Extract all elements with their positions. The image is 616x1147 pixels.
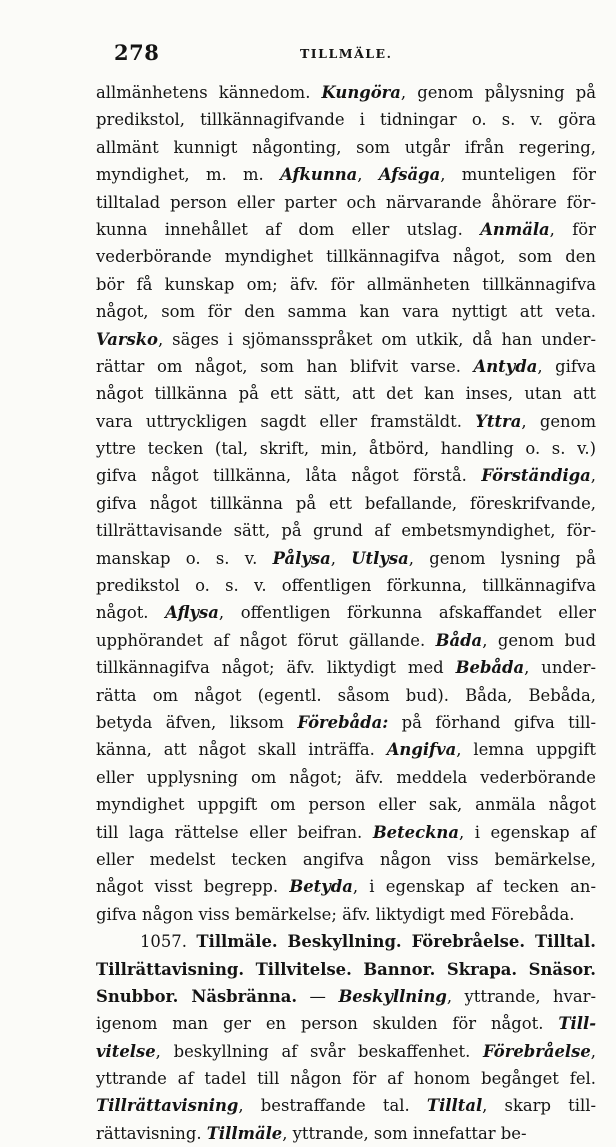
italic-term: Till- bbox=[558, 1014, 596, 1034]
text-line bbox=[96, 572, 596, 599]
text-run: predikstol o. s. v. offentligen förkunna, tillkännagifva bbox=[96, 576, 596, 596]
text-run: , yttrande, som innefattar be- bbox=[282, 1123, 527, 1143]
text-line bbox=[96, 791, 596, 818]
text-line bbox=[96, 956, 596, 983]
text-line bbox=[96, 627, 596, 654]
text-run: , genom pålysning på bbox=[400, 83, 596, 102]
italic-term: Aflysa bbox=[165, 603, 219, 623]
text-run: rättavisning. bbox=[96, 1123, 207, 1143]
bold-heading: Tillmäle. Beskyllning. Förebråelse. Tilltal. bbox=[196, 932, 596, 952]
text-run: vara uttryckligen sagdt eller framstäldt. bbox=[96, 411, 476, 431]
text-line bbox=[96, 106, 596, 133]
text-run: , lemna uppgift bbox=[456, 740, 596, 760]
italic-term: Beteckna bbox=[372, 822, 459, 842]
text-run: , bbox=[357, 165, 379, 185]
text-run: tillkännagifva något; äfv. liktydigt med bbox=[96, 658, 456, 678]
italic-term: Antyda bbox=[473, 356, 538, 376]
text-run: 1057. bbox=[140, 932, 197, 952]
text-line bbox=[96, 654, 596, 681]
italic-term: Pålysa bbox=[272, 548, 331, 568]
text-line bbox=[96, 517, 596, 544]
text-line bbox=[96, 901, 596, 928]
text-run: , bbox=[330, 548, 352, 568]
text-line bbox=[96, 545, 596, 572]
italic-term: Bebåda bbox=[455, 658, 525, 678]
page-number: 278 bbox=[114, 40, 160, 65]
text-line bbox=[96, 928, 596, 955]
text-run: predikstol, tillkännagifvande i tidningar o. s. v. göra bbox=[96, 110, 596, 130]
text-line bbox=[96, 408, 596, 435]
text-run: , under- bbox=[524, 658, 596, 678]
text-run: yttre tecken (tal, skrift, min, åtbörd, handling o. s. v.) bbox=[96, 439, 596, 459]
italic-term: Afsäga bbox=[378, 165, 441, 185]
text-line bbox=[96, 298, 596, 325]
italic-term: vitelse bbox=[96, 1041, 156, 1061]
italic-term: Kungöra bbox=[321, 83, 401, 102]
bold-heading: Tillrättavisning. Tillvitelse. Bannor. Skrapa. Snäsor. bbox=[96, 959, 596, 979]
text-line bbox=[96, 134, 596, 161]
italic-term: Tilltal bbox=[426, 1096, 483, 1116]
text-line bbox=[96, 326, 596, 353]
italic-term: Tillrättavisning bbox=[96, 1096, 239, 1116]
italic-term: Förebåda: bbox=[297, 712, 389, 732]
italic-term: Anmäla bbox=[480, 219, 550, 239]
text-run: , bbox=[590, 1041, 596, 1061]
text-line bbox=[96, 216, 596, 243]
text-run: något tillkänna på ett sätt, att det kan inses, utan att bbox=[96, 384, 596, 404]
text-line bbox=[96, 1092, 596, 1119]
text-run: , yttrande, hvar- bbox=[446, 986, 596, 1006]
text-line bbox=[96, 462, 596, 489]
italic-term: Afkunna bbox=[280, 165, 358, 185]
text-run: myndighet, m. m. bbox=[96, 165, 281, 185]
text-run: upphörandet af något förut gällande. bbox=[96, 630, 436, 650]
text-run: något. bbox=[96, 603, 166, 623]
text-run: , bbox=[590, 466, 596, 486]
text-line bbox=[96, 819, 596, 846]
text-line bbox=[96, 79, 596, 106]
text-line bbox=[96, 682, 596, 709]
text-run: gifva något tillkänna, låta något förstå. bbox=[96, 466, 482, 486]
text-run: myndighet uppgift om person eller sak, anmäla något bbox=[96, 795, 596, 815]
text-line bbox=[96, 873, 596, 900]
running-head: TILLMÄLE. bbox=[300, 46, 393, 61]
text-line bbox=[96, 736, 596, 763]
text-line bbox=[96, 764, 596, 791]
text-line bbox=[96, 983, 596, 1010]
text-run: allmänt kunnigt någonting, som utgår ifrån regering, bbox=[96, 137, 596, 157]
text-line bbox=[96, 599, 596, 626]
page-header bbox=[0, 0, 616, 65]
text-line bbox=[96, 435, 596, 462]
text-line bbox=[96, 709, 596, 736]
text-run: till laga rättelse eller beifran. bbox=[96, 822, 373, 842]
text-run: känna, att något skall inträffa. bbox=[96, 740, 387, 760]
text-run: kunna innehållet af dom eller utslag. bbox=[96, 219, 481, 239]
text-run: allmänhetens kännedom. bbox=[96, 83, 322, 102]
italic-term: Varsko bbox=[96, 329, 158, 349]
text-run: , säges i sjömansspråket om utkik, då han under- bbox=[157, 329, 596, 349]
text-line bbox=[96, 353, 596, 380]
text-run: , för bbox=[549, 219, 596, 239]
text-line bbox=[96, 271, 596, 298]
italic-term: Utlysa bbox=[351, 548, 409, 568]
text-line bbox=[96, 161, 596, 188]
text-run: rätta om något (egentl. såsom bud). Båda, Bebåda, bbox=[96, 685, 596, 705]
text-run: eller medelst tecken angifva någon viss bemärkelse, bbox=[96, 849, 596, 869]
italic-term: Beskyllning bbox=[338, 986, 447, 1006]
text-run: , skarp till- bbox=[482, 1096, 596, 1116]
text-run: på förhand gifva till- bbox=[388, 712, 596, 732]
text-run: manskap o. s. v. bbox=[96, 548, 273, 568]
italic-term: Betyda bbox=[289, 877, 353, 897]
body-text bbox=[96, 79, 596, 1147]
text-run: något visst begrepp. bbox=[96, 877, 290, 897]
text-run: , i egenskap af tecken an- bbox=[352, 877, 596, 897]
text-line bbox=[96, 1065, 596, 1092]
text-run: , bestraffande tal. bbox=[238, 1096, 427, 1116]
text-line bbox=[96, 1010, 596, 1037]
italic-term: Båda bbox=[435, 630, 483, 650]
italic-term: Tillmäle bbox=[206, 1123, 283, 1143]
text-run: , offentligen förkunna afskaffandet eller bbox=[218, 603, 596, 623]
text-run: rättar om något, som han blifvit varse. bbox=[96, 356, 474, 376]
text-run: betyda äfven, liksom bbox=[96, 712, 298, 732]
text-run: yttrande af tadel till någon för af honom begånget fel. bbox=[96, 1069, 596, 1089]
text-run: tillrättavisande sätt, på grund af embetsmyndighet, för- bbox=[96, 521, 596, 541]
italic-term: Förebråelse bbox=[483, 1041, 591, 1061]
text-line bbox=[96, 1038, 596, 1065]
text-run: , beskyllning af svår beskaffenhet. bbox=[155, 1041, 484, 1061]
text-run: gifva någon viss bemärkelse; äfv. liktydigt med Förebåda. bbox=[96, 904, 575, 924]
italic-term: Yttra bbox=[475, 411, 522, 431]
italic-term: Angifva bbox=[386, 740, 457, 760]
text-line bbox=[96, 243, 596, 270]
text-run: , genom bbox=[521, 411, 596, 431]
italic-term: Förständiga bbox=[481, 466, 591, 486]
text-run: något, som för den samma kan vara nyttigt att veta. bbox=[96, 302, 596, 322]
text-run: , genom lysning på bbox=[408, 548, 596, 568]
text-line bbox=[96, 846, 596, 873]
text-run: , i egenskap af bbox=[458, 822, 596, 842]
text-run: vederbörande myndighet tillkännagifva något, som den bbox=[96, 247, 596, 267]
text-line bbox=[96, 490, 596, 517]
text-run: , genom bud bbox=[482, 630, 596, 650]
text-run: , gifva bbox=[537, 356, 596, 376]
text-line bbox=[96, 1120, 596, 1147]
text-run: , munteligen för bbox=[440, 165, 597, 185]
text-run: igenom man ger en person skulden för något. bbox=[96, 1014, 559, 1034]
text-run: bör få kunskap om; äfv. för allmänheten tillkännagifva bbox=[96, 274, 596, 294]
text-line bbox=[96, 380, 596, 407]
text-run: tilltalad person eller parter och närvarande åhörare för- bbox=[96, 192, 596, 212]
text-run: — bbox=[297, 986, 339, 1006]
text-line bbox=[96, 189, 596, 216]
text-run: eller upplysning om något; äfv. meddela vederbörande bbox=[96, 767, 596, 787]
bold-heading: Snubbor. Näsbränna. bbox=[96, 986, 298, 1006]
text-run: gifva något tillkänna på ett befallande, föreskrifvande, bbox=[96, 493, 596, 513]
